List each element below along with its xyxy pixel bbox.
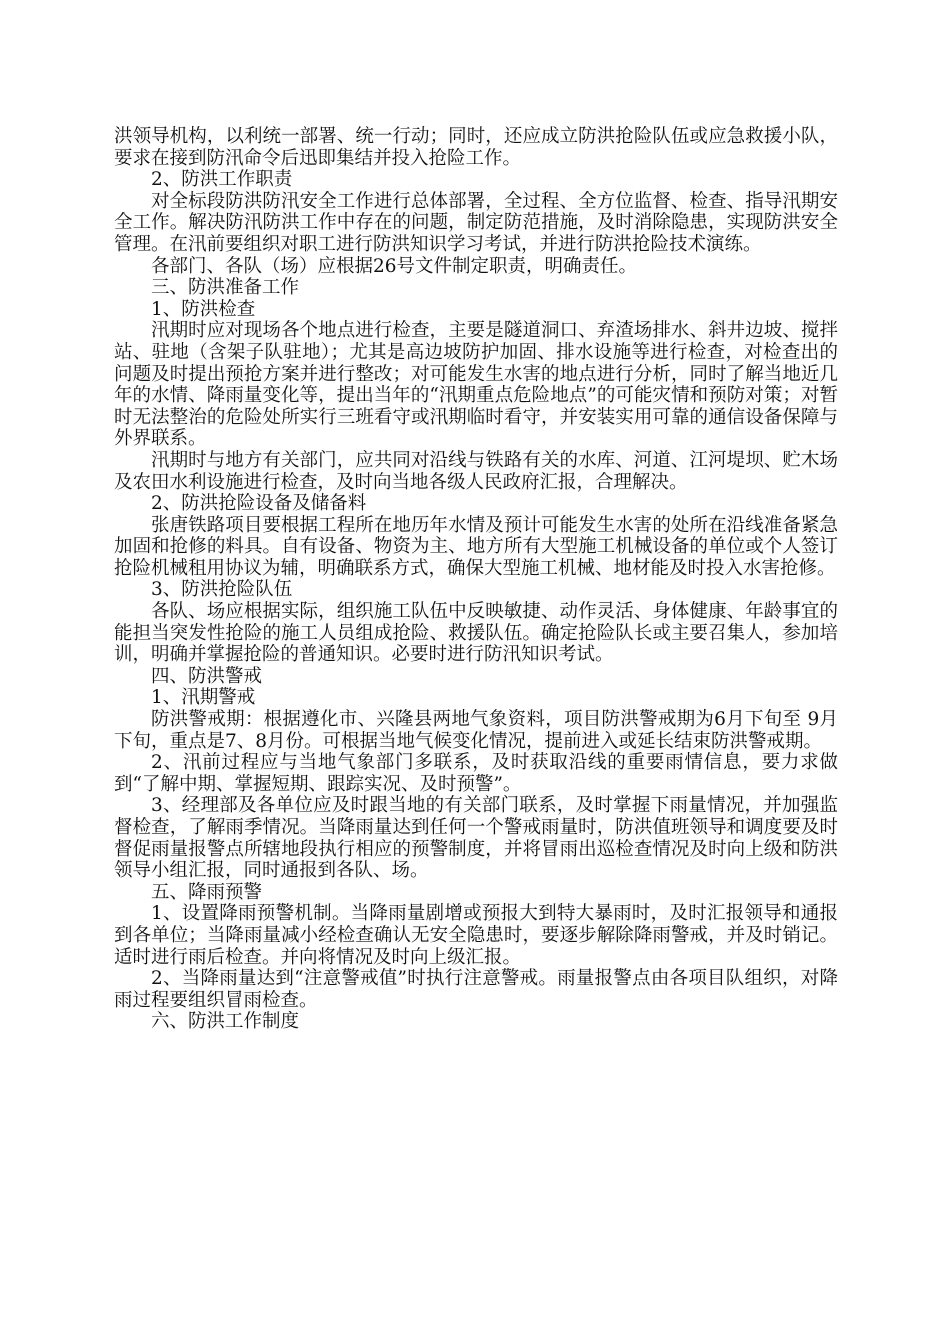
section-heading: 三、防洪准备工作 [151, 277, 300, 299]
paragraph: 各队、场应根据实际，组织施工队伍中反映敏捷、动作灵活、身体健康、年龄事宜的能担当突发性抢险的施工人员组成抢险、救援队伍。确定抢险队长或主要召集人，参加培训，明确并掌握抢险的普通知识。必要时进行防汛知识考试。 [114, 601, 838, 666]
paragraph: 3、经理部及各单位应及时跟当地的有关部门联系，及时掌握下雨量情况，并加强监督检查，了解雨季情况。当降雨量达到任何一个警戒雨量时，防洪值班领导和调度要及时督促雨量报警点所辖地段执行相应的预警制度，并将冒雨出巡检查情况及时向上级和防洪领导小组汇报，同时通报到各队、场。 [114, 795, 838, 882]
paragraph: 2、当降雨量达到“注意警戒值”时执行注意警戒。雨量报警点由各项目队组织，对降雨过程要组织冒雨检查。 [114, 968, 838, 1011]
paragraph: 汛期时应对现场各个地点进行检查，主要是隧道洞口、弃渣场排水、斜井边坡、搅拌站、驻地（含架子队驻地）；尤其是高边坡防护加固、排水设施等进行检查，对检查出的问题及时提出预抢方案并进行整改；对可能发生水害的地点进行分析，同时了解当地近几年的水情、降雨量变化等，提出当年的“汛期重点危险地点”的可能灾情和预防对策；对暂时无法整治的危险处所实行三班看守或汛期临时看守，并安装实用可靠的通信设备保障与外界联系。 [114, 320, 838, 450]
section-heading: 2、防洪工作职责 [151, 169, 293, 191]
section-heading: 3、防洪抢险队伍 [151, 579, 293, 601]
paragraph: 对全标段防洪防汛安全工作进行总体部署，全过程、全方位监督、检查、指导汛期安全工作。解决防汛防洪工作中存在的问题，制定防范措施，及时消除隐患，实现防洪安全管理。在汛前要组织对职工进行防洪知识学习考试，并进行防洪抢险技术演练。 [114, 190, 838, 255]
section-heading: 六、防洪工作制度 [151, 1011, 300, 1033]
section-heading: 1、防洪检查 [151, 298, 256, 320]
section-heading: 五、降雨预警 [151, 881, 263, 903]
section-heading: 2、防洪抢险设备及储备料 [151, 493, 367, 515]
paragraph: 汛期时与地方有关部门，应共同对沿线与铁路有关的水库、河道、江河堤坝、贮木场及农田水利设施进行检查，及时向当地各级人民政府汇报，合理解决。 [114, 449, 838, 493]
section-heading: 四、防洪警戒 [151, 665, 263, 687]
paragraph: 1、设置降雨预警机制。当降雨量剧增或预报大到特大暴雨时，及时汇报领导和通报到各单位；当降雨量减小经检查确认无安全隐患时，要逐步解除降雨警戒，并及时销记。适时进行雨后检查。并向将情况及时向上级汇报。 [114, 903, 838, 968]
section-heading: 1、汛期警戒 [151, 687, 256, 709]
paragraph: 张唐铁路项目要根据工程所在地历年水情及预计可能发生水害的处所在沿线准备紧急加固和抢修的料具。自有设备、物资为主、地方所有大型施工机械设备的单位或个人签订抢险机械租用协议为辅，明确联系方式，确保大型施工机械、地材能及时投入水害抢修。 [114, 514, 838, 579]
paragraph: 洪领导机构，以利统一部署、统一行动；同时，还应成立防洪抢险队伍或应急救援小队，要求在接到防汛命令后迅即集结并投入抢险工作。 [114, 126, 838, 169]
paragraph: 2、汛前过程应与当地气象部门多联系，及时获取沿线的重要雨情信息，要力求做到“了解中期、掌握短期、跟踪实况、及时预警”。 [114, 752, 838, 795]
paragraph: 各部门、各队（场）应根据26号文件制定职责，明确责任。 [151, 255, 638, 277]
paragraph: 防洪警戒期：根据遵化市、兴隆县两地气象资料，项目防洪警戒期为6月下旬至 9月下旬，重点是7、8月份。可根据当地气候变化情况，提前进入或延长结束防洪警戒期。 [114, 709, 838, 752]
document-body [114, 126, 838, 1033]
